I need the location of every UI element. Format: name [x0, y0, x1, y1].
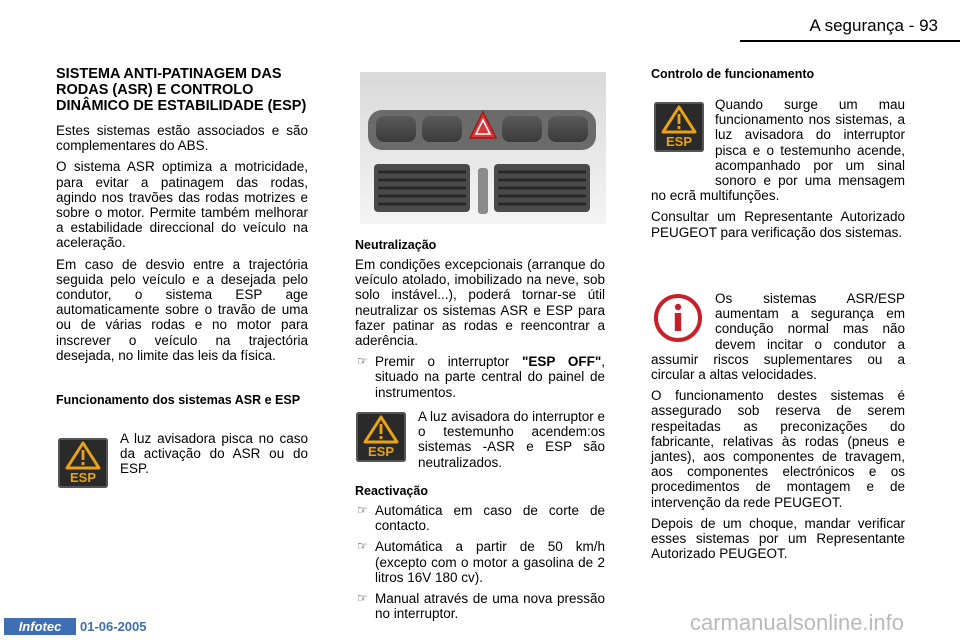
list-item-text: Manual através de uma nova pressão no interruptor. [375, 591, 605, 622]
column-middle-lower [355, 484, 605, 627]
subsection-heading: Neutralização [355, 238, 437, 252]
list-item-text: Automática em caso de corte de contacto. [375, 503, 605, 534]
esp-icon-label: ESP [367, 444, 394, 459]
esp-icon-label: ESP [69, 470, 96, 485]
page-header [0, 0, 960, 46]
infotec-logo: Infotec [4, 618, 76, 635]
column-left [56, 66, 308, 369]
pointing-hand-icon: ☞ [357, 539, 368, 554]
footer-date: 01-06-2005 [80, 619, 147, 634]
list-item-text: Premir o interruptor [375, 354, 522, 370]
watermark: carmanualsonline.info [690, 610, 905, 635]
icon-caption [418, 409, 605, 476]
paragraph: Estes sistemas estão associados e são complementares do ABS. [56, 123, 308, 154]
paragraph: A luz avisadora pisca no caso da activação do ASR ou do ESP. [120, 431, 308, 477]
float-spacer [651, 291, 715, 351]
paragraph: Consultar um Representante Autorizado PEUGEOT para verificação dos sistemas. [651, 209, 905, 240]
esp-warning-icon [58, 438, 108, 488]
list-item [355, 591, 605, 621]
paragraph: Em condições excepcionais (arranque do veículo atolado, imobilizado na neve, sob solo instável...), poderá tornar-se útil neutralizar os sistemas ASR e ESP para fazer patinar as rodas e reencontrar a aderência. [355, 257, 605, 349]
column-right [651, 67, 905, 86]
float-spacer [651, 97, 715, 187]
paragraph: Quando surge um mau funcionamento nos sistemas, a luz avisadora do interruptor pisca e o testemunho acende, acompanhado por um sinal sonoro e por uma mensagem no ecrã multifunções. [651, 97, 905, 204]
esp-warning-icon [356, 412, 406, 462]
dashboard-switch-image [360, 72, 606, 224]
column-middle [355, 238, 605, 406]
header-rule [740, 40, 960, 42]
pointing-hand-icon: ☞ [357, 591, 368, 606]
column-right-text [651, 97, 905, 246]
subsection-heading: Reactivação [355, 484, 428, 498]
switch-name: "ESP OFF" [521, 354, 602, 370]
icon-caption [120, 431, 308, 483]
esp-icon-label: ESP [665, 134, 692, 149]
list-item-text: , situado na parte central do painel de instrumentos. [375, 354, 605, 400]
pointing-hand-icon: ☞ [357, 354, 368, 369]
paragraph: A luz avisadora do interruptor e o testemunho acendem:os sistemas -ASR e ESP são neutralizados. [418, 409, 605, 470]
list-item-text: Automática a partir de 50 km/h (excepto com o motor a gasolina de 2 litros 16V 180 cv). [375, 539, 605, 585]
paragraph: Depois de um choque, mandar verificar esses sistemas por um Representante Autorizado PEUGEOT. [651, 515, 905, 562]
list-item [355, 354, 605, 400]
paragraph: O funcionamento destes sistemas é assegurado sob reserva de serem respeitadas as preconizações do fabricante, relativas às rodas (pneus e jantes), aos componentes de travagem, aos componentes electrónicos e os procedimentos de montagem e de intervenção da rede PEUGEOT. [651, 388, 905, 510]
page-title: A segurança - 93 [809, 16, 938, 35]
paragraph: Os sistemas ASR/ESP aumentam a segurança em condução normal mas não devem incitar o condutor a assumir riscos suplementares ou a circular a altas velocidades. [651, 291, 905, 383]
column-left-lower [56, 393, 308, 412]
list-item [355, 503, 605, 533]
list-item [355, 539, 605, 585]
pointing-hand-icon: ☞ [357, 503, 368, 517]
column-right-lower [651, 291, 905, 567]
section-heading: SISTEMA ANTI-PATINAGEM DAS RODAS (ASR) E CONTROLO DINÂMICO DE ESTABILIDADE (ESP) [56, 66, 307, 114]
paragraph: Em caso de desvio entre a trajectória seguida pelo veículo e a desejada pelo condutor, o sistema ESP age automaticamente sobre o travão de uma ou de várias rodas e no motor para inscrever o veículo na trajectória desejada, no limite das leis da física. [56, 256, 308, 363]
subsection-heading: Funcionamento dos sistemas ASR e ESP [56, 393, 301, 407]
subsection-heading: Controlo de funcionamento [651, 67, 815, 81]
paragraph: O sistema ASR optimiza a motricidade, para evitar a patinagem das rodas, agindo nos travões das rodas motrizes e sobre o motor. Permite também melhorar a estabilidade direccional do veículo na aceleração. [56, 159, 308, 251]
